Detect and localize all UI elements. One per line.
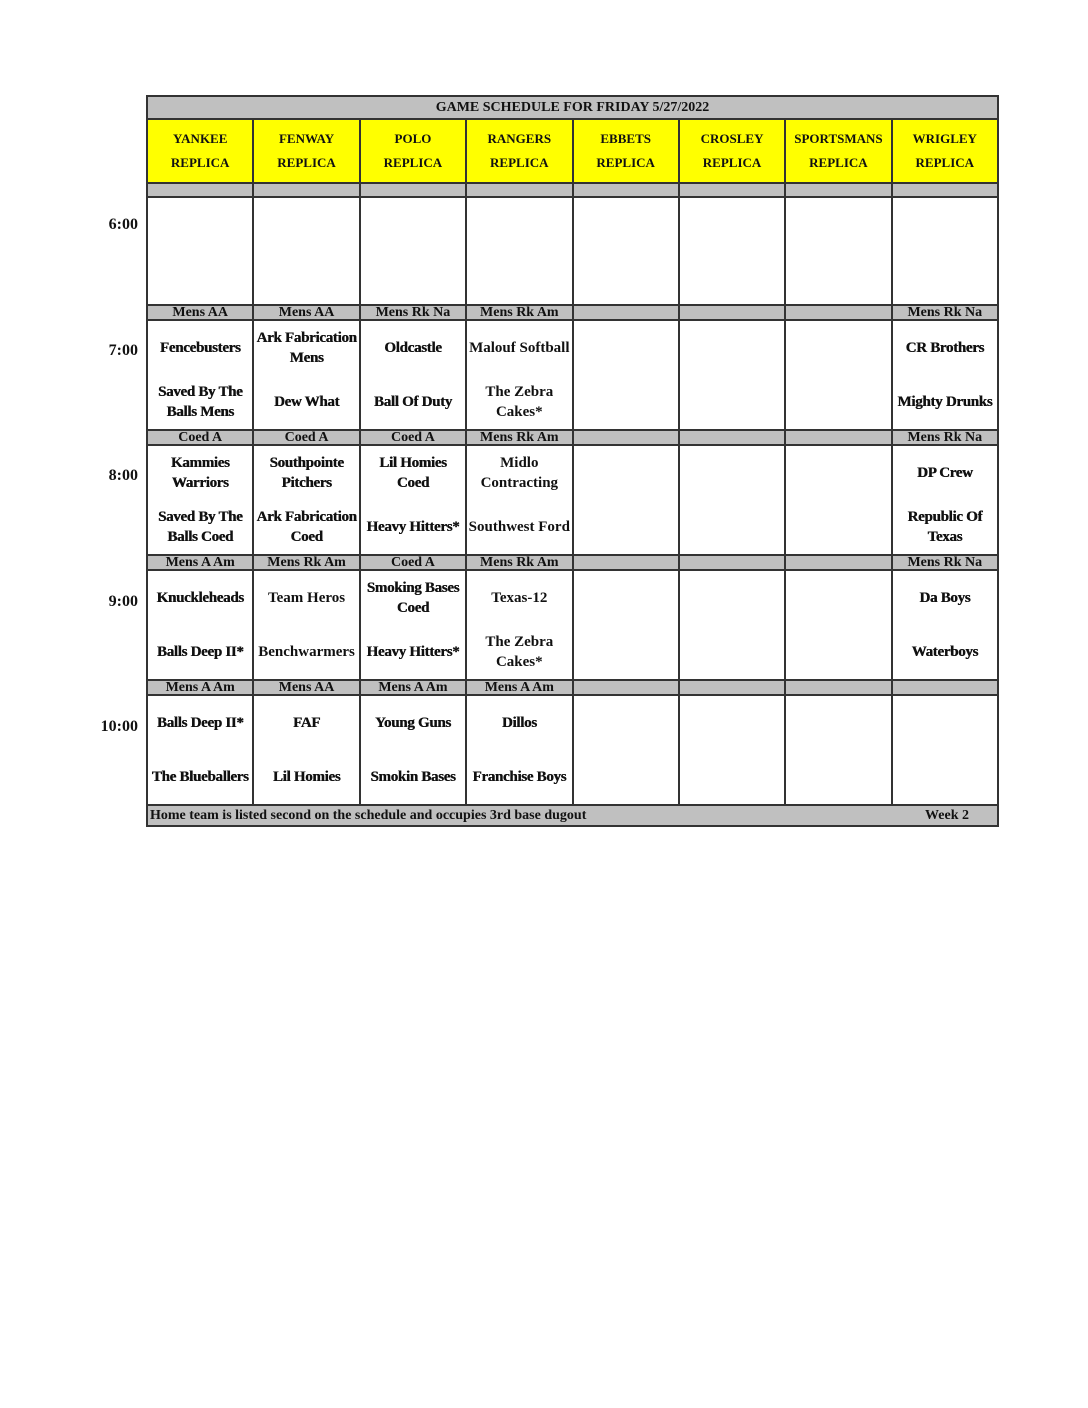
game-cell [573, 320, 679, 430]
home-team [680, 625, 784, 679]
spacer-cell [253, 183, 359, 197]
matchup [361, 321, 465, 429]
game-cell [892, 320, 998, 430]
away-team: Southpointe Pitchers [269, 455, 344, 491]
title-row [147, 96, 998, 119]
away-team [680, 696, 784, 750]
field-subtitle: REPLICA [170, 155, 230, 170]
empty-game-cell [360, 197, 466, 305]
home-team: Ball Of Duty [373, 394, 452, 410]
division-label [785, 305, 891, 320]
game-cell [679, 570, 785, 680]
away-team: DP Crew [917, 465, 973, 481]
spacer-cell [573, 183, 679, 197]
game-cell [892, 445, 998, 555]
division-label: Coed A [360, 555, 466, 570]
field-subtitle: REPLICA [383, 155, 443, 170]
home-team [893, 750, 997, 804]
field-name: EBBETS [600, 131, 651, 146]
field-name: WRIGLEY [912, 131, 977, 146]
game-cell [147, 695, 253, 805]
matchup [148, 571, 252, 679]
home-team: Saved By The Balls Coed [157, 509, 243, 545]
division-label [785, 430, 891, 445]
home-team: Heavy Hitters* [366, 519, 460, 535]
division-label [573, 430, 679, 445]
home-team: Mighty Drunks [897, 394, 993, 410]
game-cell [147, 320, 253, 430]
division-label: Mens A Am [147, 680, 253, 695]
game-cell [253, 320, 359, 430]
matchup [786, 696, 890, 804]
matchup [467, 321, 571, 429]
home-team: Waterboys [911, 644, 979, 660]
matchup [786, 321, 890, 429]
game-cell [466, 695, 572, 805]
matchup [893, 571, 997, 679]
game-cell [573, 445, 679, 555]
away-team: Fencebusters [159, 340, 241, 356]
division-label: Mens Rk Na [360, 305, 466, 320]
matchup [680, 696, 784, 804]
spacer-cell [679, 183, 785, 197]
division-label: Coed A [147, 430, 253, 445]
home-team [574, 625, 678, 679]
home-team [574, 375, 678, 429]
game-cell [679, 445, 785, 555]
away-team: Knuckleheads [156, 590, 244, 606]
spacer-cell [466, 183, 572, 197]
game-cell [679, 695, 785, 805]
away-team [786, 571, 890, 625]
field-header [892, 119, 998, 183]
division-label: Mens A Am [360, 680, 466, 695]
matchup [574, 571, 678, 679]
time-label: 10:00 [100, 718, 138, 735]
field-header [147, 119, 253, 183]
empty-game-cell [573, 197, 679, 305]
game-cell [253, 445, 359, 555]
time-slot-row [147, 320, 998, 430]
game-cell [360, 570, 466, 680]
time-label: 7:00 [108, 342, 138, 359]
matchup [574, 321, 678, 429]
division-label: Mens Rk Am [466, 430, 572, 445]
game-cell [785, 570, 891, 680]
home-team-note: Home team is listed second on the schedule and occupies 3rd base dugout [150, 808, 587, 823]
division-label: Mens Rk Na [892, 305, 998, 320]
matchup [254, 571, 358, 679]
matchup [786, 571, 890, 679]
division-label: Mens Rk Na [892, 555, 998, 570]
spacer-cell [147, 183, 253, 197]
away-team [786, 696, 890, 750]
time-label: 9:00 [108, 593, 138, 610]
matchup [467, 571, 571, 679]
home-team: Southwest Ford [468, 519, 570, 535]
game-cell [466, 320, 572, 430]
away-team [680, 446, 784, 500]
empty-game-cell [466, 197, 572, 305]
field-header [785, 119, 891, 183]
division-label [573, 305, 679, 320]
game-cell [785, 695, 891, 805]
away-team [786, 446, 890, 500]
spacer-cell [785, 183, 891, 197]
division-label [785, 555, 891, 570]
home-team [680, 375, 784, 429]
field-subtitle: REPLICA [702, 155, 762, 170]
matchup [361, 446, 465, 554]
home-team [680, 750, 784, 804]
home-team: Ark Fabrication Coed [256, 509, 357, 545]
home-team: Smokin Bases [370, 769, 456, 785]
division-label: Mens Rk Am [253, 555, 359, 570]
home-team [680, 500, 784, 554]
time-label: 8:00 [108, 467, 138, 484]
spacer-row [147, 183, 998, 197]
away-team [574, 696, 678, 750]
matchup [893, 446, 997, 554]
matchup [361, 696, 465, 804]
game-cell [679, 320, 785, 430]
away-team [680, 321, 784, 375]
empty-game-cell [253, 197, 359, 305]
away-team: FAF [292, 715, 321, 731]
game-cell [253, 570, 359, 680]
spacer-cell [892, 183, 998, 197]
home-team: Republic Of Texas [907, 509, 983, 545]
away-team: Lil Homies Coed [379, 455, 447, 491]
field-header-row [147, 119, 998, 183]
game-cell [573, 695, 679, 805]
home-team [786, 375, 890, 429]
division-label: Mens AA [253, 305, 359, 320]
game-cell [360, 445, 466, 555]
game-cell [147, 570, 253, 680]
away-team: Ark Fabrication Mens [256, 330, 357, 366]
away-team [786, 321, 890, 375]
empty-game-cell [679, 197, 785, 305]
game-cell [360, 320, 466, 430]
field-name: YANKEE [172, 131, 228, 146]
division-row [147, 305, 998, 320]
field-name: POLO [394, 131, 432, 146]
field-header [466, 119, 572, 183]
empty-game-cell [892, 197, 998, 305]
division-label: Mens Rk Am [466, 555, 572, 570]
division-label [679, 680, 785, 695]
division-label [573, 555, 679, 570]
matchup [786, 446, 890, 554]
away-team: Smoking Bases Coed [366, 580, 460, 616]
time-slot-row [147, 570, 998, 680]
matchup [680, 321, 784, 429]
away-team: Da Boys [919, 590, 971, 606]
home-team [786, 500, 890, 554]
home-team: Franchise Boys [472, 769, 567, 785]
division-label: Mens A Am [466, 680, 572, 695]
matchup [361, 571, 465, 679]
game-cell [785, 320, 891, 430]
home-team: The Zebra Cakes* [485, 634, 554, 670]
matchup [254, 446, 358, 554]
matchup [893, 696, 997, 804]
field-subtitle: REPLICA [277, 155, 336, 170]
schedule-title: GAME SCHEDULE FOR FRIDAY 5/27/2022 [147, 96, 998, 119]
matchup [893, 321, 997, 429]
away-team [574, 321, 678, 375]
home-team: Saved By The Balls Mens [157, 384, 243, 420]
matchup [680, 571, 784, 679]
away-team: Texas-12 [491, 590, 548, 606]
schedule-table [146, 95, 999, 827]
matchup [148, 446, 252, 554]
field-header [573, 119, 679, 183]
time-slot-row [147, 197, 998, 305]
home-team: The Blueballers [151, 769, 249, 785]
division-label [573, 680, 679, 695]
division-label: Mens AA [147, 305, 253, 320]
game-cell [573, 570, 679, 680]
footer-cell [147, 805, 998, 826]
away-team: Kammies Warriors [170, 455, 230, 491]
home-team [574, 750, 678, 804]
footer-content [148, 806, 997, 825]
game-cell [253, 695, 359, 805]
game-cell [360, 695, 466, 805]
game-cell [466, 445, 572, 555]
division-row [147, 680, 998, 695]
time-label: 6:00 [108, 216, 138, 233]
away-team: Malouf Softball [469, 340, 570, 356]
division-label [892, 680, 998, 695]
away-team: Dillos [501, 715, 537, 731]
division-label [679, 430, 785, 445]
matchup [254, 696, 358, 804]
away-team: Oldcastle [384, 340, 442, 356]
home-team [786, 750, 890, 804]
empty-game-cell [785, 197, 891, 305]
away-team [680, 571, 784, 625]
week-label: Week 2 [925, 808, 969, 823]
time-slot-row [147, 445, 998, 555]
division-label: Mens Rk Na [892, 430, 998, 445]
away-team [574, 446, 678, 500]
division-label: Mens A Am [147, 555, 253, 570]
time-slot-row [147, 695, 998, 805]
field-subtitle: REPLICA [809, 155, 868, 170]
game-cell [466, 570, 572, 680]
matchup [467, 696, 571, 804]
away-team: Young Guns [375, 715, 451, 731]
game-cell [147, 445, 253, 555]
away-team: Balls Deep II* [156, 715, 244, 731]
division-label [679, 555, 785, 570]
matchup [148, 696, 252, 804]
division-label: Mens AA [253, 680, 359, 695]
division-label: Coed A [253, 430, 359, 445]
matchup [574, 696, 678, 804]
division-row [147, 555, 998, 570]
division-row [147, 430, 998, 445]
game-cell [892, 570, 998, 680]
footer-row [147, 805, 998, 826]
away-team: Midlo Contracting [480, 455, 559, 491]
away-team [893, 696, 997, 750]
matchup [467, 446, 571, 554]
game-cell [892, 695, 998, 805]
away-team [574, 571, 678, 625]
home-team: Dew What [273, 394, 340, 410]
field-subtitle: REPLICA [490, 155, 549, 170]
matchup [574, 446, 678, 554]
division-label: Mens Rk Am [466, 305, 572, 320]
division-label [679, 305, 785, 320]
away-team: CR Brothers [905, 340, 985, 356]
field-header [360, 119, 466, 183]
field-name: CROSLEY [700, 131, 764, 146]
empty-game-cell [147, 197, 253, 305]
home-team: Benchwarmers [258, 644, 355, 660]
matchup [148, 321, 252, 429]
home-team [574, 500, 678, 554]
home-team: Balls Deep II* [156, 644, 244, 660]
field-subtitle: REPLICA [596, 155, 655, 170]
field-name: RANGERS [487, 131, 552, 146]
field-header [679, 119, 785, 183]
field-subtitle: REPLICA [915, 155, 975, 170]
home-team: Lil Homies [272, 769, 341, 785]
division-label: Coed A [360, 430, 466, 445]
field-name: SPORTSMANS [794, 131, 883, 146]
field-name: FENWAY [278, 131, 335, 146]
home-team [786, 625, 890, 679]
home-team: The Zebra Cakes* [485, 384, 554, 420]
spacer-cell [360, 183, 466, 197]
schedule-body [147, 96, 998, 826]
matchup [254, 321, 358, 429]
game-cell [785, 445, 891, 555]
division-label [785, 680, 891, 695]
home-team: Heavy Hitters* [366, 644, 460, 660]
field-header [253, 119, 359, 183]
away-team: Team Heros [268, 590, 346, 606]
matchup [680, 446, 784, 554]
